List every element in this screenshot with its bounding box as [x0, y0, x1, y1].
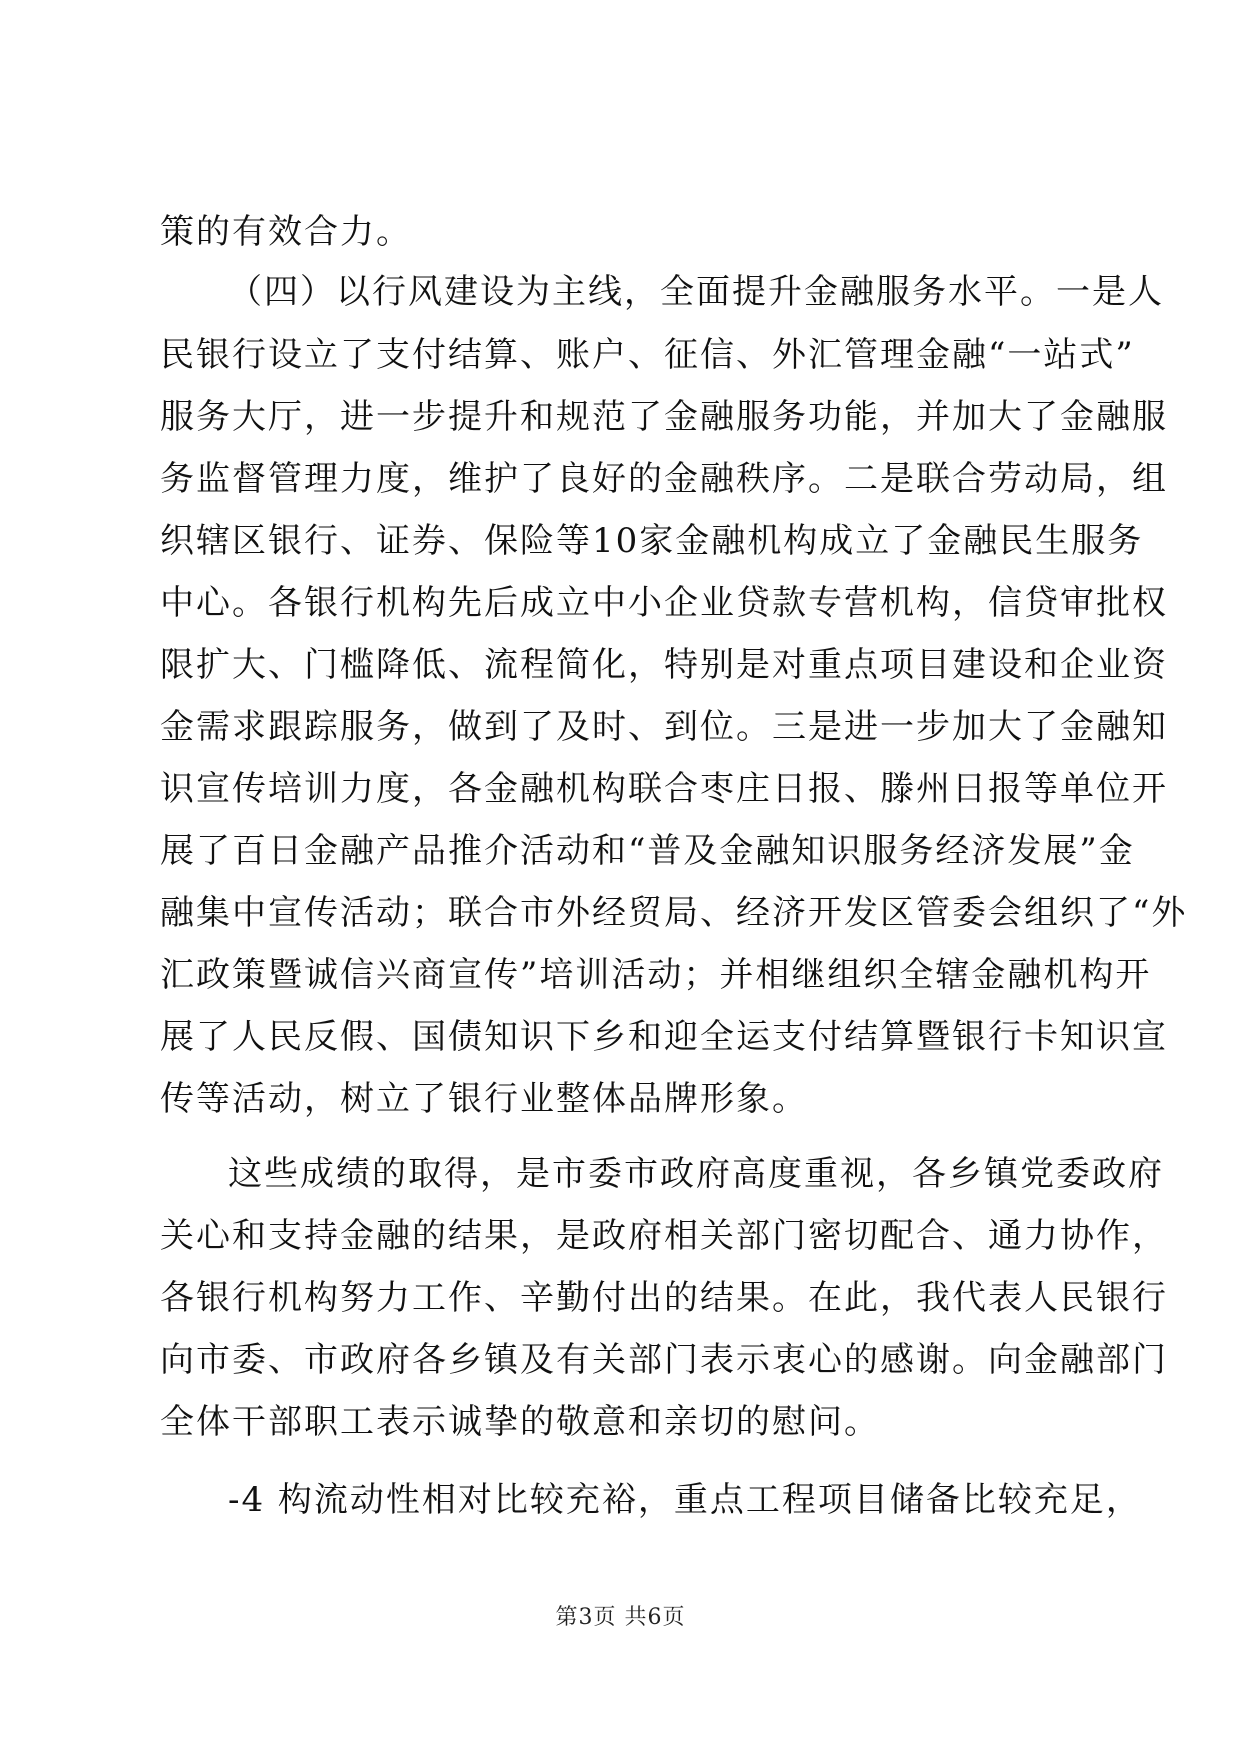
- paragraph-line: 融集中宣传活动；联合市外经贸局、经济开发区管委会组织了“外: [160, 893, 1188, 933]
- paragraph-line: 务监督管理力度，维护了良好的金融秩序。二是联合劳动局，组: [160, 459, 1168, 499]
- page-number-footer: 第3页 共6页: [555, 1605, 686, 1630]
- paragraph-line: 关心和支持金融的结果，是政府相关部门密切配合、通力协作，: [160, 1216, 1168, 1256]
- paragraph-line: 各银行机构努力工作、辛勤付出的结果。在此，我代表人民银行: [160, 1278, 1168, 1318]
- paragraph-line: 金需求跟踪服务，做到了及时、到位。三是进一步加大了金融知: [160, 707, 1168, 747]
- paragraph-line: 策的有效合力。: [160, 212, 412, 252]
- paragraph-line: 全体干部职工表示诚挚的敬意和亲切的慰问。: [160, 1402, 880, 1442]
- paragraph-line: 中心。各银行机构先后成立中小企业贷款专营机构，信贷审批权: [160, 583, 1168, 623]
- paragraph-line: 汇政策暨诚信兴商宣传”培训活动；并相继组织全辖金融机构开: [160, 955, 1152, 995]
- paragraph-line: 传等活动，树立了银行业整体品牌形象。: [160, 1079, 808, 1119]
- paragraph-line: -4 构流动性相对比较充裕，重点工程项目储备比较充足，: [228, 1480, 1142, 1520]
- paragraph-line: 识宣传培训力度，各金融机构联合枣庄日报、滕州日报等单位开: [160, 769, 1168, 809]
- paragraph-line: 织辖区银行、证券、保险等10家金融机构成立了金融民生服务: [160, 521, 1144, 561]
- paragraph-line: 展了人民反假、国债知识下乡和迎全运支付结算暨银行卡知识宣: [160, 1017, 1168, 1057]
- paragraph-line: 这些成绩的取得，是市委市政府高度重视，各乡镇党委政府: [228, 1154, 1164, 1194]
- paragraph-line: 展了百日金融产品推介活动和“普及金融知识服务经济发展”金: [160, 831, 1135, 871]
- paragraph-line: （四）以行风建设为主线，全面提升金融服务水平。一是人: [228, 272, 1164, 312]
- paragraph-line: 向市委、市政府各乡镇及有关部门表示衷心的感谢。向金融部门: [160, 1340, 1168, 1380]
- paragraph-line: 限扩大、门槛降低、流程简化，特别是对重点项目建设和企业资: [160, 645, 1168, 685]
- paragraph-line: 民银行设立了支付结算、账户、征信、外汇管理金融“一站式”: [160, 335, 1135, 375]
- paragraph-line: 服务大厅，进一步提升和规范了金融服务功能，并加大了金融服: [160, 397, 1168, 437]
